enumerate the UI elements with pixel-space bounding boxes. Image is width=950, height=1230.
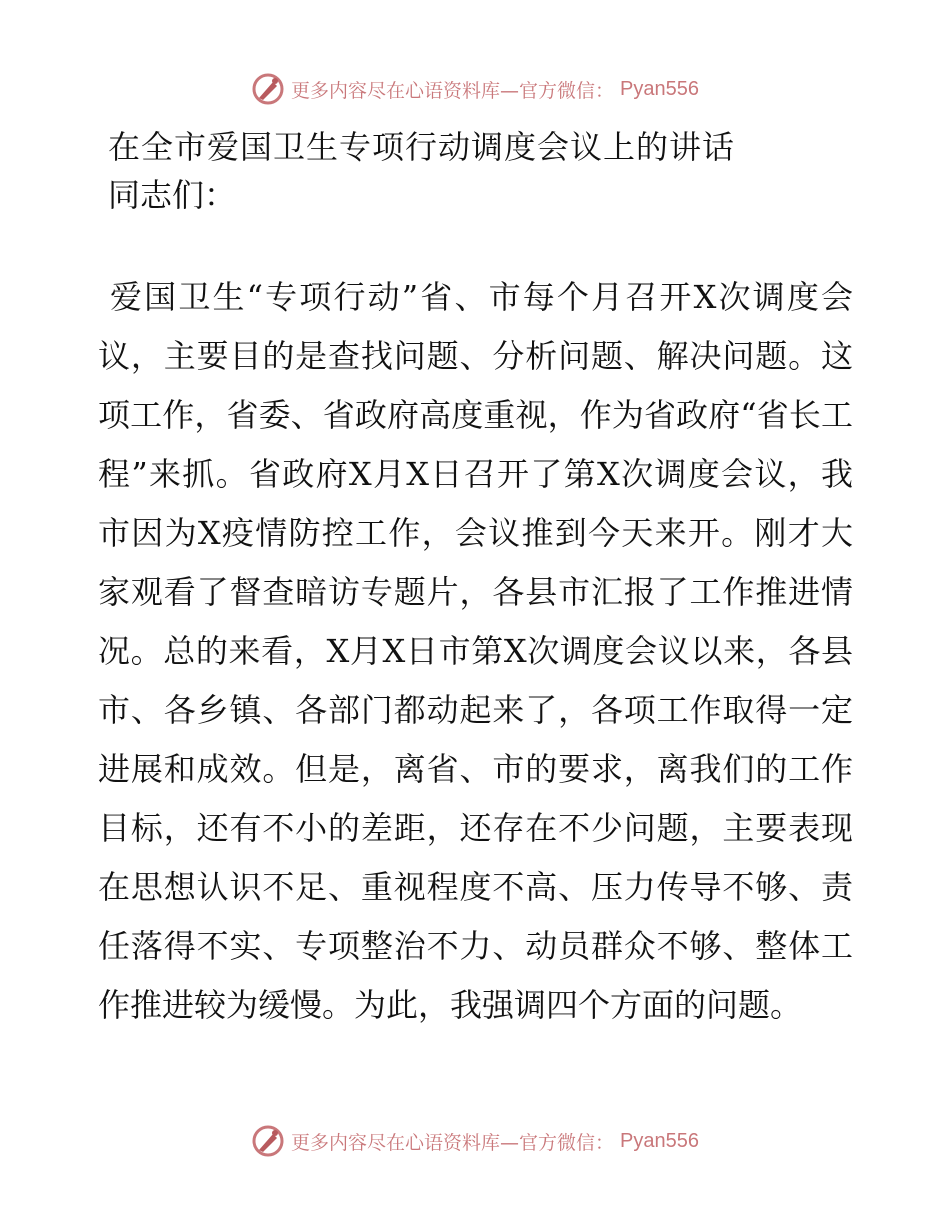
body-paragraph: 爱国卫生“专项行动”省、市每个月召开X次调度会议，主要目的是查找问题、分析问题、解决问题。这项工作，省委、省政府高度重视，作为省政府“省长工程”来抓。省政府X月X日召开了第X次调度会议，我市因为X疫情防控工作，会议推到今天来开。刚才大家观看了督查暗访专题片，各县市汇报了工作推进情况。总的来看，X月X日市第X次调度会议以来，各县市、各乡镇、各部门都动起来了，各项工作取得一定进展和成效。但是，离省、市的要求，离我们的工作目标，还有不小的差距，还存在不少问题，主要表现在思想认识不足、重视程度不高、压力传导不够、责任落得不实、专项整治不力、动员群众不够、整体工作推进较为缓慢。为此，我强调四个方面的问题。: [98, 278, 853, 1024]
watermark-wechat-id: Pyan556: [620, 77, 699, 100]
watermark-wechat-id: Pyan556: [620, 1129, 699, 1152]
pen-logo-icon: [251, 72, 285, 106]
watermark-text: 更多内容尽在心语资料库—官方微信：: [291, 1131, 615, 1154]
watermark-header: [0, 72, 950, 106]
watermark-text: 更多内容尽在心语资料库—官方微信：: [291, 79, 615, 102]
watermark-footer: [0, 1124, 950, 1158]
pen-logo-icon: [251, 1124, 285, 1158]
salutation: 同志们：: [108, 176, 237, 214]
document-title: 在全市爱国卫生专项行动调度会议上的讲话: [108, 128, 736, 166]
